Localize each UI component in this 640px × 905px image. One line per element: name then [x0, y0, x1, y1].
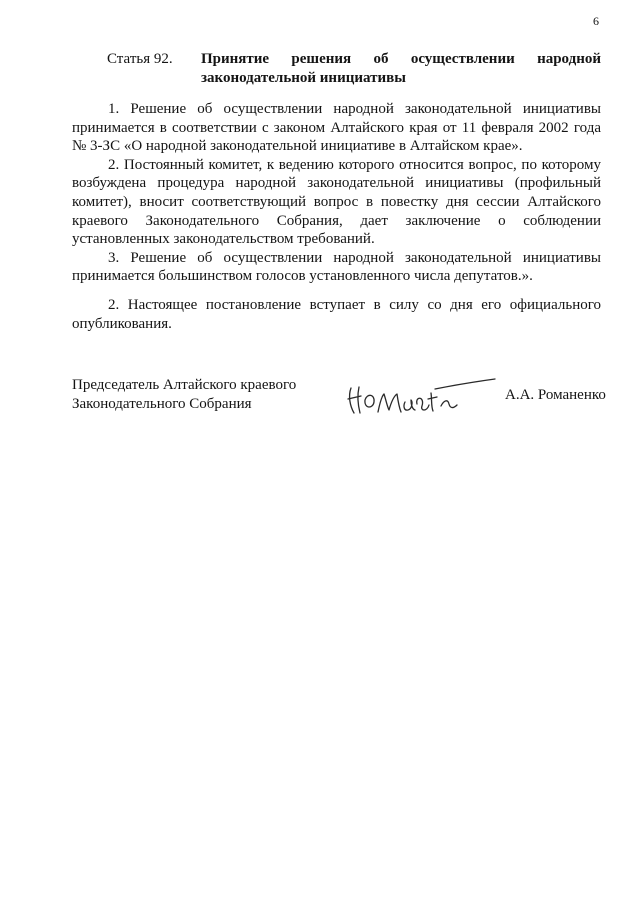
handwritten-signature — [345, 372, 510, 422]
signer-name: А.А. Романенко — [505, 387, 606, 403]
signer-position-line: Председатель Алтайского краевого — [72, 377, 297, 393]
page-number: 6 — [593, 14, 599, 28]
article-body — [72, 100, 601, 286]
paragraph: 3. Решение об осуществлении народной законодательной инициативы принимается большинством голосов установленного числа депутатов.». — [72, 249, 601, 285]
signer-position-line: Законодательного Собрания — [72, 395, 252, 412]
closing-paragraph: 2. Настоящее постановление вступает в силу со дня его официального опубликования. — [72, 297, 601, 332]
resolution-closing — [72, 296, 601, 333]
article-heading — [107, 50, 601, 88]
article-title: Принятие решения об осуществлении народной законодательной инициативы — [201, 51, 601, 86]
article-number: Статья 92. — [107, 51, 173, 67]
signer-position — [72, 376, 296, 413]
paragraph: 1. Решение об осуществлении народной законодательной инициативы принимается в соответствии с законом Алтайского края от 11 февраля 2002 года № 3-ЗС «О народной законодательной инициативе в Алтайском крае». — [72, 101, 601, 155]
paragraph: 2. Постоянный комитет, к ведению которого относится вопрос, по которому возбуждена процедура народной законодательной инициативы (профильный комитет), вносит соответствующий вопрос в повестку дня сессии Алтайского краевого Законодательного Собрания, дает заключение о соблюдении установленных законодательством требований. — [72, 156, 601, 248]
